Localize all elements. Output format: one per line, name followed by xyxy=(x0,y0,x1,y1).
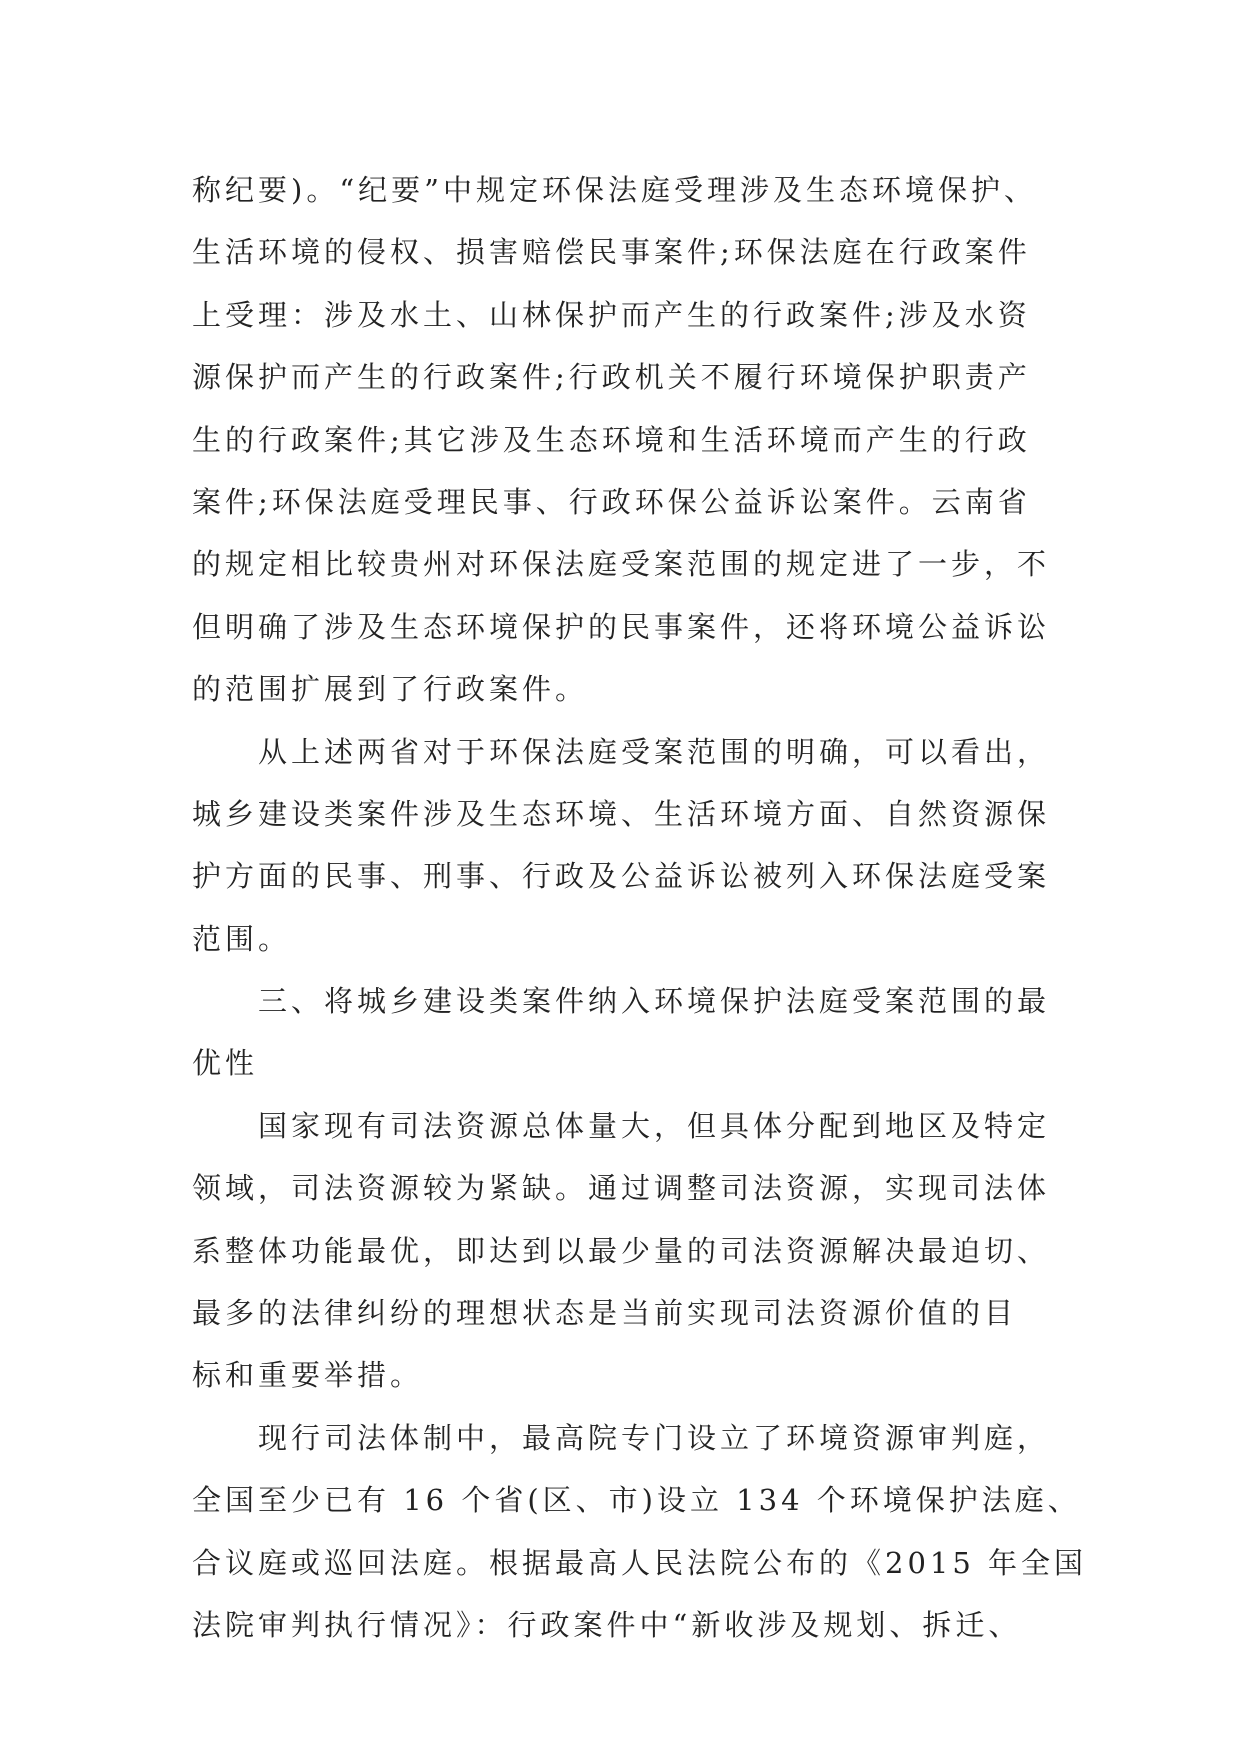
section-heading-line: 三、将城乡建设类案件纳入环境保护法庭受案范围的最 xyxy=(192,984,1051,1019)
section-heading-line: 优性 xyxy=(192,1046,259,1081)
text-line: 全国至少已有 16 个省(区、市)设立 134 个环境保护法庭、 xyxy=(192,1483,1081,1518)
text-line: 但明确了涉及生态环境保护的民事案件，还将环境公益诉讼 xyxy=(192,609,1051,644)
text-line: 系整体功能最优，即达到以最少量的司法资源解决最迫切、 xyxy=(192,1233,1051,1268)
text-line: 的规定相比较贵州对环保法庭受案范围的规定进了一步，不 xyxy=(192,547,1051,582)
text-line: 生的行政案件;其它涉及生态环境和生活环境而产生的行政 xyxy=(192,422,1031,457)
text-line: 称纪要)。“纪要”中规定环保法庭受理涉及生态环境保护、 xyxy=(192,173,1037,207)
text-line: 上受理：涉及水土、山林保护而产生的行政案件;涉及水资 xyxy=(192,297,1031,332)
text-line: 案件;环保法庭受理民事、行政环保公益诉讼案件。云南省 xyxy=(192,484,1031,519)
text-line: 国家现有司法资源总体量大，但具体分配到地区及特定 xyxy=(192,1108,1051,1143)
text-line: 范围。 xyxy=(192,921,292,956)
text-line: 法院审判执行情况》：行政案件中“新收涉及规划、拆迁、 xyxy=(192,1607,1022,1642)
body-text xyxy=(192,159,1088,1656)
text-line: 标和重要举措。 xyxy=(192,1358,424,1393)
text-line: 源保护而产生的行政案件;行政机关不履行环境保护职责产 xyxy=(192,360,1031,395)
text-line: 生活环境的侵权、损害赔偿民事案件;环保法庭在行政案件 xyxy=(192,235,1031,270)
text-line: 从上述两省对于环保法庭受案范围的明确，可以看出， xyxy=(192,734,1051,769)
text-line: 现行司法体制中，最高院专门设立了环境资源审判庭， xyxy=(192,1420,1051,1455)
text-line: 城乡建设类案件涉及生态环境、生活环境方面、自然资源保 xyxy=(192,796,1051,831)
text-line: 合议庭或巡回法庭。根据最高人民法院公布的《2015 年全国 xyxy=(192,1545,1088,1580)
text-line: 领域，司法资源较为紧缺。通过调整司法资源，实现司法体 xyxy=(192,1171,1051,1206)
text-line: 最多的法律纠纷的理想状态是当前实现司法资源价值的目 xyxy=(192,1296,1018,1331)
text-line: 护方面的民事、刑事、行政及公益诉讼被列入环保法庭受案 xyxy=(192,859,1051,894)
text-line: 的范围扩展到了行政案件。 xyxy=(192,672,589,707)
